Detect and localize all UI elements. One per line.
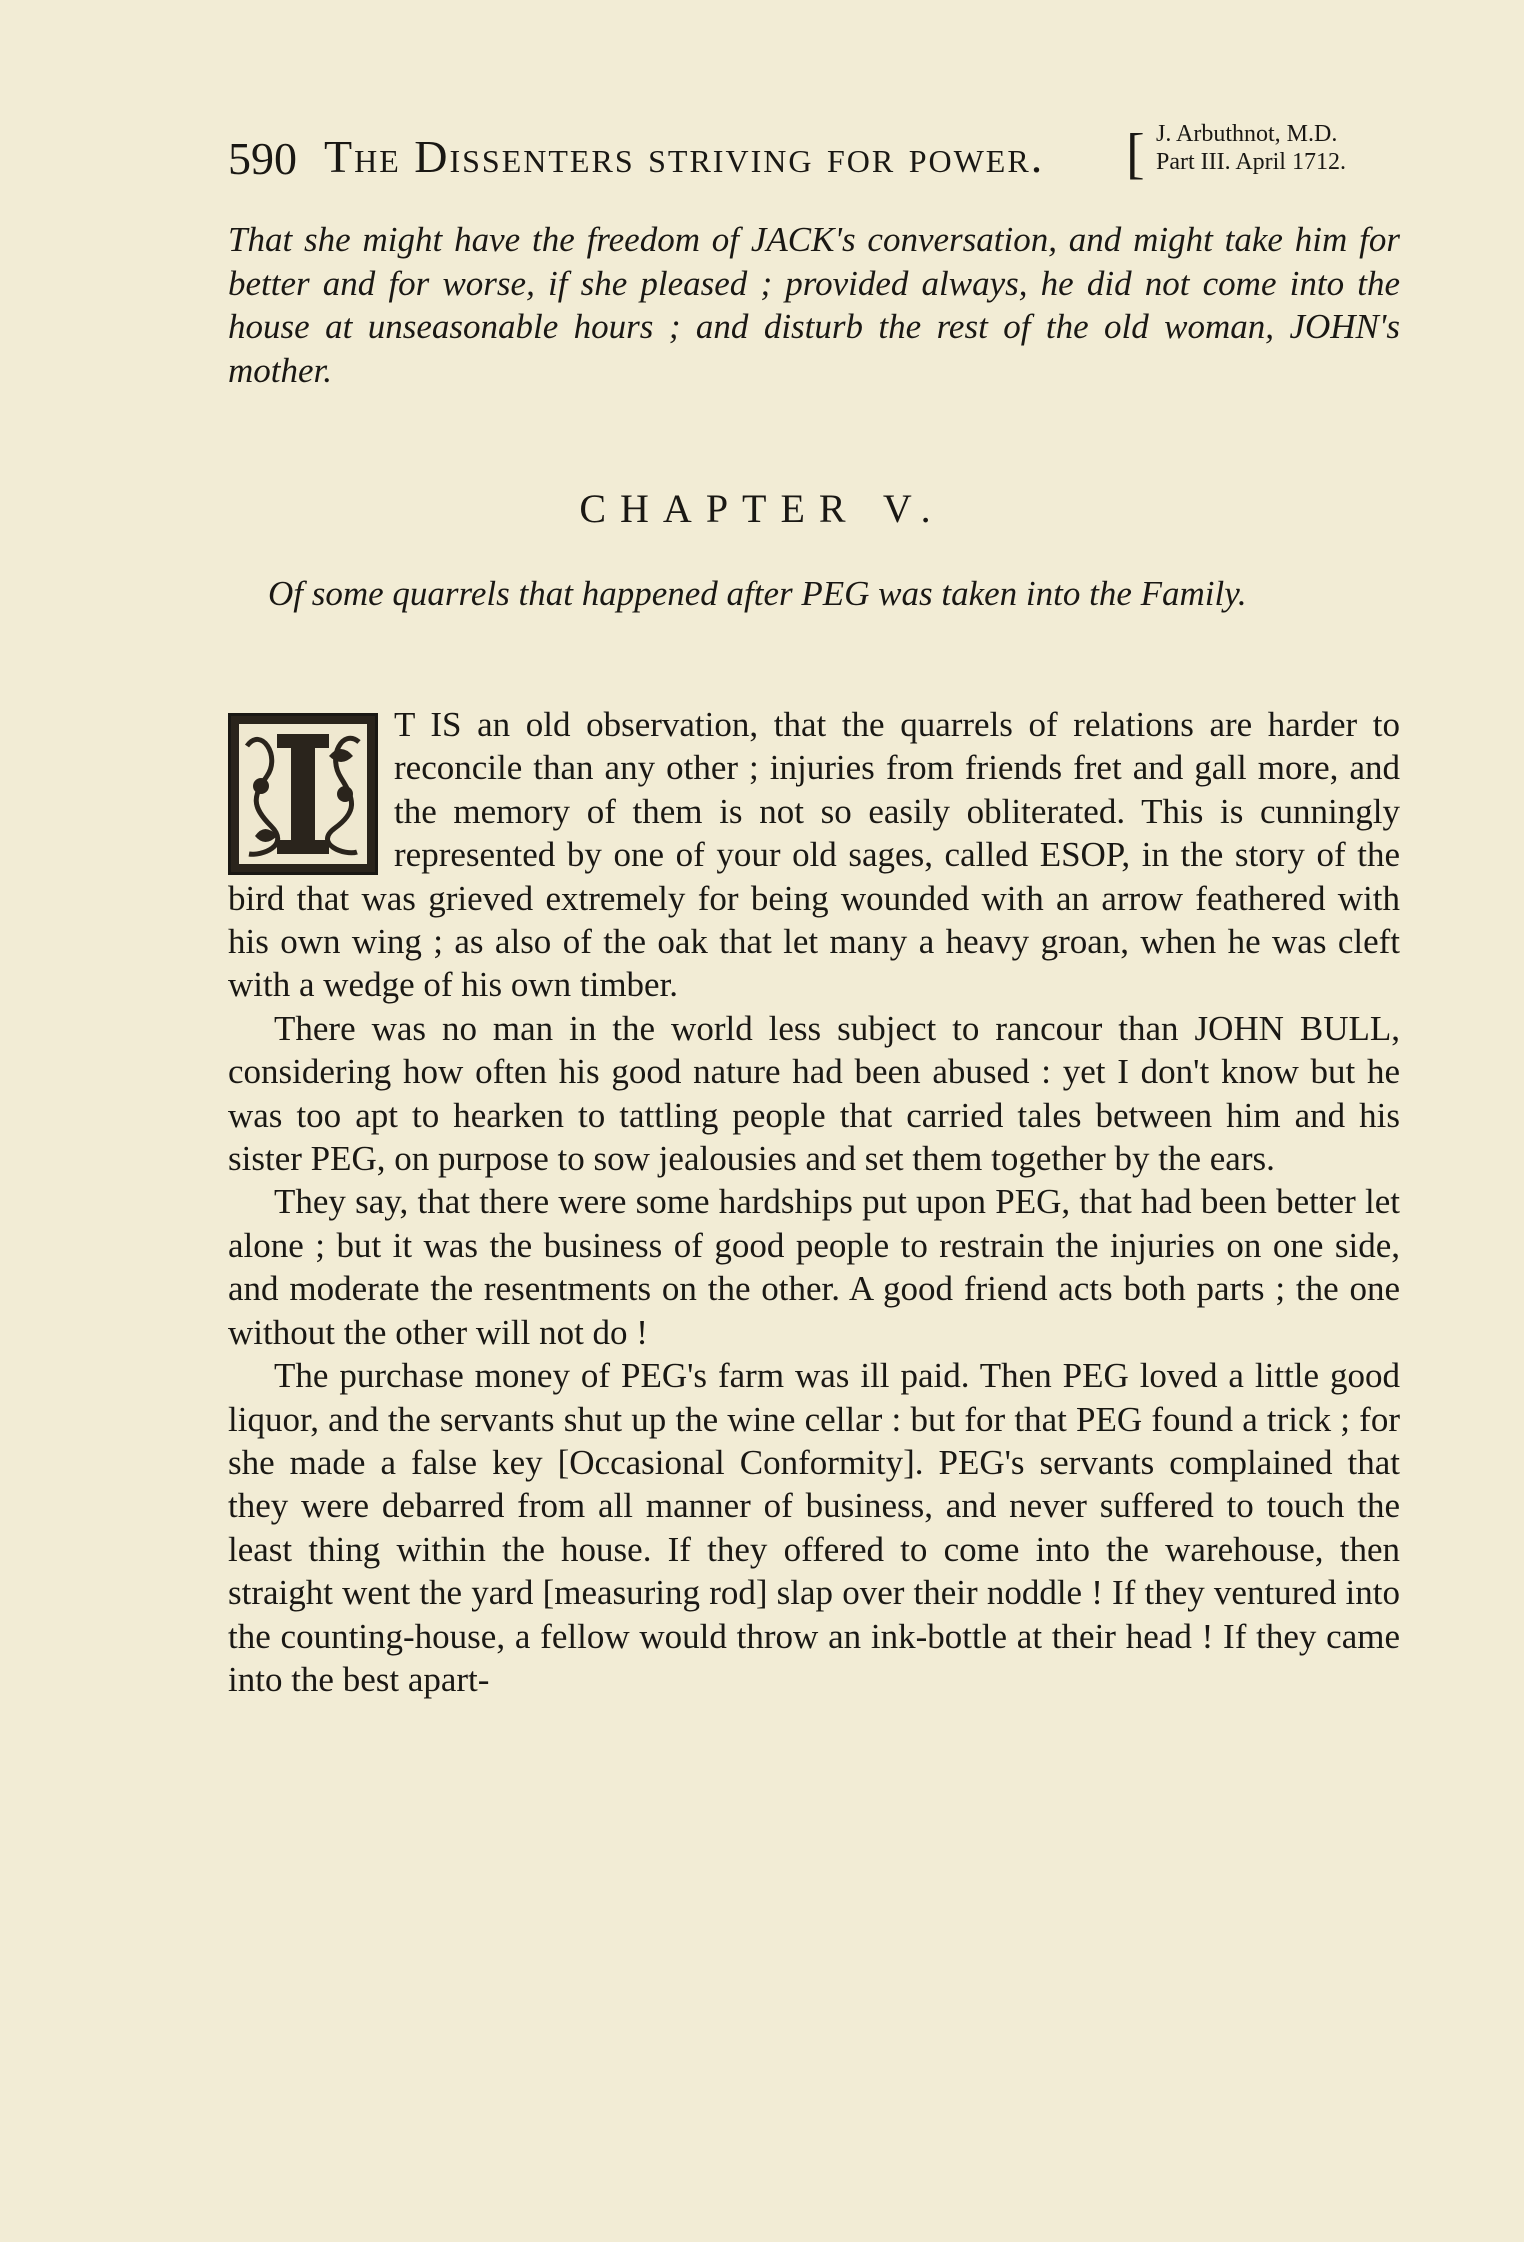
page-number: 590: [228, 133, 297, 184]
ornamental-initial-icon: [228, 713, 378, 875]
attribution-part-date: Part III. April 1712.: [1156, 149, 1346, 175]
preamble-text: That she might have the freedom of JACK's conversation, and might take him for better and for worse, if she pleased ; provided always, he did not come into the house at unseasonable hours ; and disturb the rest of the old woman, JOHN's mother.: [228, 220, 1400, 390]
attribution: [1156, 120, 1346, 176]
chapter-heading: CHAPTER V.: [579, 486, 945, 531]
paragraph-2: There was no man in the world less subject to rancour than JOHN BULL, considering how often his good nature had been abused : yet I don't know but he was too apt to hearken to tattling people that carried tales between him and his sister PEG, on purpose to sow jealousies and set them together by the ears.: [228, 1008, 1400, 1179]
paragraph-1: [228, 703, 1400, 1007]
chapter-body: [228, 703, 1400, 1701]
paragraph-1-text: T IS an old observation, that the quarrels of relations are harder to reconcile than any other ; injuries from friends fret and gall more, and the memory of them is not so easily obliterated. This is cunningly represented by one of your old sages, called ESOP, in the story of the bird that was grieved extremely for being wounded with an arrow feathered with his own wing ; as also of the oak that let many a heavy groan, when he was cleft with a wedge of his own timber.: [228, 705, 1400, 1005]
attribution-bracket: [: [1126, 123, 1145, 185]
attribution-author: J. Arbuthnot, M.D.: [1156, 121, 1338, 147]
running-title: The Dissenters striving for power.: [324, 131, 1045, 182]
paragraph-4: The purchase money of PEG's farm was ill paid. Then PEG loved a little good liquor, and the servants shut up the wine cellar : but for that PEG found a trick ; for she made a false key [Occasional Conformity]. PEG's servants complained that they were debarred from all manner of business, and never suffered to touch the least thing within the house. If they offered to come into the warehouse, then straight went the yard [measuring rod] slap over their noddle ! If they ventured into the counting-house, a fellow would throw an ink-bottle at their head ! If they came into the best apart-: [228, 1356, 1400, 1699]
chapter-subtitle: Of some quarrels that happened after PEG was taken into the Family.: [268, 574, 1247, 613]
paragraph-3: They say, that there were some hardships put upon PEG, that had been better let alone ; but it was the business of good people to restrain the injuries on one side, and moderate the resentments on the other. A good friend acts both parts ; the one without the other will not do !: [228, 1182, 1400, 1352]
running-header: [228, 118, 1400, 188]
